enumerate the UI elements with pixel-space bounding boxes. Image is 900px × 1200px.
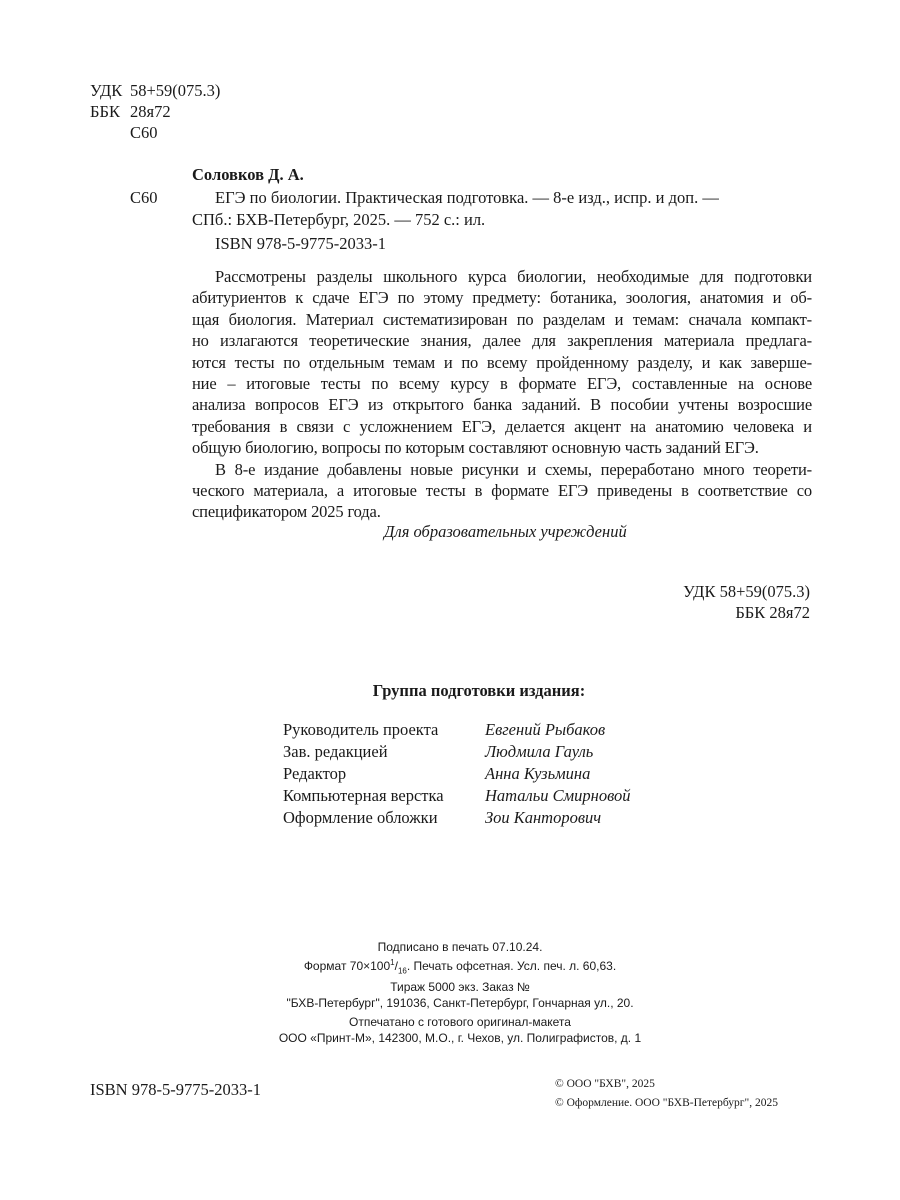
annotation-line: требования в связи с усложнением ЕГЭ, делается акцент на анатомию человека и — [192, 416, 812, 436]
annotation-line: но излагаются теоретические знания, далее для закрепления материала предлага- — [192, 331, 812, 351]
record-isbn: ISBN 978-5-9775-2033-1 — [215, 234, 386, 253]
staff-name: Зои Канторович — [485, 808, 602, 827]
right-classification — [683, 581, 810, 623]
copyright-line-1: © ООО "БХВ", 2025 — [555, 1078, 655, 1090]
annotation-line: абитуриентов к сдаче ЕГЭ по этому предмету: ботаника, зоология, анатомия и об- — [192, 288, 812, 308]
format-prefix: Формат 70×100 — [303, 959, 391, 973]
staff-name: Евгений Рыбаков — [485, 720, 606, 739]
annotation-line: Рассмотрены разделы школьного курса биологии, необходимые для подготовки — [215, 267, 812, 286]
imprint-printer: ООО «Принт-М», 142300, М.О., г. Чехов, ул. Полиграфистов, д. 1 — [278, 1031, 642, 1046]
staff-role: Компьютерная верстка — [283, 786, 444, 805]
format-slash: / — [394, 959, 398, 973]
right-udk: УДК 58+59(075.3) — [683, 582, 810, 601]
udk-value: 58+59(075.3) — [130, 81, 221, 100]
imprint-format — [0, 955, 900, 979]
author-mark: С60 — [130, 123, 158, 142]
record-author-mark: С60 — [130, 188, 158, 207]
bbk-label: ББК — [90, 102, 120, 121]
bbk-value: 28я72 — [130, 102, 171, 121]
imprint-run: Тираж 5000 экз. Заказ № — [390, 980, 530, 995]
udk-label: УДК — [90, 81, 123, 100]
staff-role: Зав. редакцией — [283, 742, 388, 761]
staff-role: Руководитель проекта — [283, 720, 439, 739]
title-line-1: ЕГЭ по биологии. Практическая подготовка. — 8-е изд., испр. и доп. — — [215, 188, 719, 207]
annotation-line: щая биология. Материал систематизирован по разделам и темам: сначала компакт- — [192, 309, 812, 329]
staff-role: Оформление обложки — [283, 808, 438, 827]
format-sup: 1 — [390, 958, 395, 967]
staff-name: Анна Кузьмина — [485, 764, 591, 783]
footer-isbn: ISBN 978-5-9775-2033-1 — [90, 1080, 261, 1099]
annotation-line: ческого материала, а итоговые тесты в формате ЕГЭ приведены в соответствие со — [192, 480, 812, 500]
title-line-2: СПб.: БХВ-Петербург, 2025. — 752 с.: ил. — [192, 210, 486, 229]
imprint-printed-from: Отпечатано с готового оригинал-макета — [349, 1015, 571, 1030]
staff-name: Натальи Смирновой — [485, 786, 631, 805]
staff-name: Людмила Гауль — [485, 742, 594, 761]
annotation-line: В 8-е издание добавлены новые рисунки и схемы, переработано много теорети- — [215, 459, 812, 479]
annotation-line: анализа вопросов ЕГЭ из открытого банка заданий. В пособии учтены возросшие — [192, 395, 812, 415]
copyright — [555, 1075, 778, 1113]
right-bbk: ББК 28я72 — [735, 603, 810, 622]
annotation — [192, 266, 812, 523]
staff-heading: Группа подготовки издания: — [372, 681, 586, 700]
imprint — [0, 939, 900, 1046]
copyright-line-2: © Оформление. ООО "БХВ-Петербург", 2025 — [555, 1097, 778, 1109]
annotation-line: ние – итоговые тесты по всему курсу в формате ЕГЭ, составленные на основе — [192, 373, 812, 393]
annotation-line: ются тесты по отдельным темам и по всему пройденному разделу, и как заверше- — [192, 352, 812, 372]
author: Соловков Д. А. — [192, 165, 304, 184]
staff-role: Редактор — [283, 764, 347, 783]
annotation-line: спецификатором 2025 года. — [192, 502, 381, 522]
imprint-signed: Подписано в печать 07.10.24. — [377, 940, 543, 954]
format-sub: 16 — [397, 966, 407, 976]
format-suffix: . Печать офсетная. Усл. печ. л. 60,63. — [406, 959, 617, 973]
imprint-publisher: "БХВ-Петербург", 191036, Санкт-Петербург, Гончарная ул., 20. — [286, 996, 634, 1011]
annotation-line: общую биологию, вопросы по которым составляют основную часть заданий ЕГЭ. — [192, 438, 759, 458]
audience-note: Для образовательных учреждений — [384, 522, 627, 541]
